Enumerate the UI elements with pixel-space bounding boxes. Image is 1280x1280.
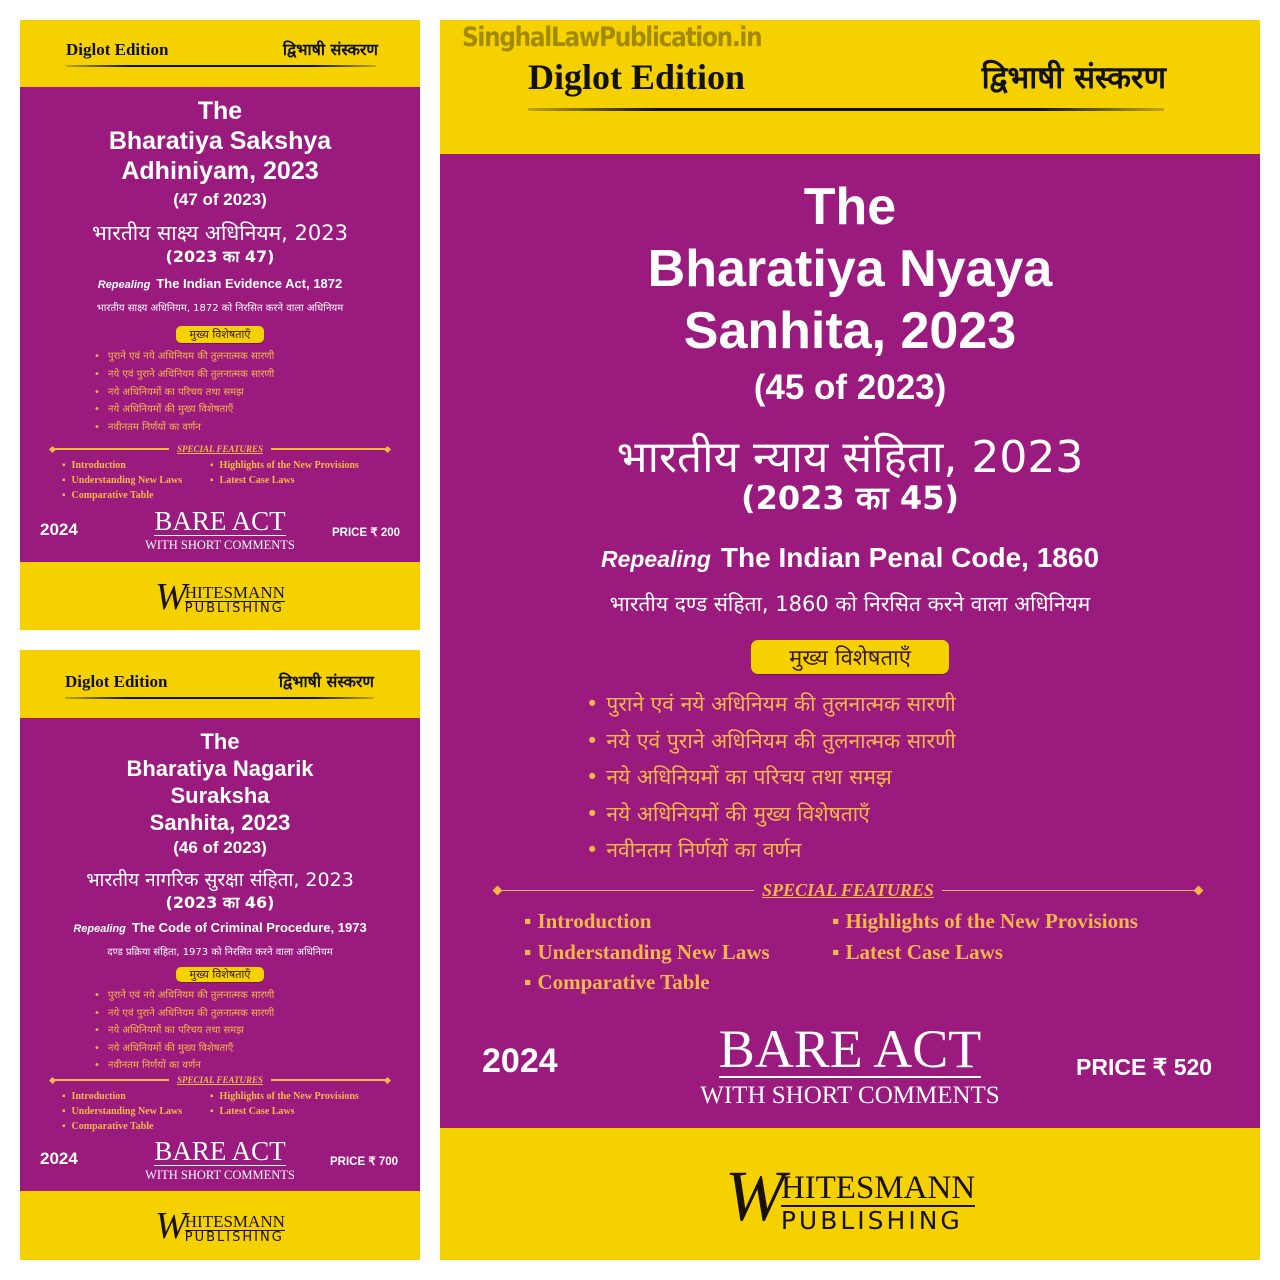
edition-hi: द्विभाषी संस्करण — [282, 40, 378, 59]
special-feature-item: ▪ Latest Case Laws — [210, 473, 410, 488]
edition-year: 2024 — [482, 1042, 558, 1080]
special-feature-item: ▪ Understanding New Laws — [62, 473, 210, 488]
special-features-label: SPECIAL FEATURES — [762, 880, 934, 900]
feature-item: • नये अधिनियमों का परिचय तथा समझ — [94, 384, 274, 402]
special-feature-item: ▪ Highlights of the New Provisions — [210, 458, 410, 473]
features-hindi-label: मुख्य विशेषताएँ — [440, 640, 1260, 674]
feature-item: • नवीनतम निर्णयों का वर्णन — [586, 832, 956, 869]
repealing-line: Repealing The Indian Evidence Act, 1872 — [97, 276, 343, 291]
special-features-divider — [50, 1075, 390, 1085]
feature-item: • नये एवं पुराने अधिनियम की तुलनात्मक सारणी — [94, 1005, 274, 1023]
book-title: The Bharatiya Nagarik Suraksha Sanhita, 2023 — [126, 729, 314, 835]
special-features-divider — [50, 444, 390, 454]
special-features-label: SPECIAL FEATURES — [177, 444, 263, 454]
header-rule — [528, 108, 1164, 111]
act-number-hindi: (2023 का 45) — [741, 479, 959, 517]
feature-item: • नये एवं पुराने अधिनियम की तुलनात्मक सारणी — [586, 723, 956, 760]
special-features-list — [524, 906, 1192, 998]
special-feature-item: ▪ Comparative Table — [524, 967, 832, 998]
feature-item: • नये अधिनियमों की मुख्य विशेषताएँ — [94, 1040, 274, 1058]
special-features-list — [62, 1089, 410, 1134]
special-feature-item: ▪ Understanding New Laws — [524, 937, 832, 968]
special-feature-item: ▪ Latest Case Laws — [210, 1104, 410, 1119]
feature-item: • नवीनतम निर्णयों का वर्णन — [94, 1057, 274, 1075]
special-features-label: SPECIAL FEATURES — [177, 1075, 263, 1085]
header-rule — [66, 65, 376, 67]
feature-item: • पुराने एवं नये अधिनियम की तुलनात्मक सारणी — [586, 686, 956, 723]
act-number: (47 of 2023) — [173, 190, 267, 209]
edition-en: Diglot Edition — [65, 672, 168, 691]
features-hindi-list — [586, 686, 956, 869]
book-title: The Bharatiya Sakshya Adhiniyam, 2023 — [108, 97, 332, 185]
price: PRICE ₹ 700 — [330, 1156, 399, 1168]
feature-item: • पुराने एवं नये अधिनियम की तुलनात्मक सारणी — [94, 348, 274, 366]
special-feature-item: ▪ Highlights of the New Provisions — [832, 906, 1192, 937]
repealing-line: Repealing The Code of Criminal Procedure, 1973 — [73, 920, 367, 935]
special-feature-item: ▪ Comparative Table — [62, 488, 210, 503]
feature-item: • पुराने एवं नये अधिनियम की तुलनात्मक सारणी — [94, 987, 274, 1005]
edition-hi: द्विभाषी संस्करण — [981, 60, 1166, 96]
bare-act-label: BARE ACT WITH SHORT COMMENTS — [700, 1019, 1000, 1109]
act-number-hindi: (2023 का 47) — [165, 247, 275, 266]
price: PRICE ₹ 200 — [332, 527, 401, 539]
edition-en: Diglot Edition — [528, 57, 746, 97]
publisher-logo: W HITESMANN PUBLISHING — [724, 1156, 976, 1236]
book-title: The Bharatiya Nyaya Sanhita, 2023 — [647, 178, 1053, 360]
special-feature-item: ▪ Latest Case Laws — [832, 937, 1192, 968]
features-hindi-list — [94, 987, 274, 1075]
special-features-divider — [494, 880, 1202, 901]
features-hindi-label: मुख्य विशेषताएँ — [20, 965, 420, 983]
book-cover-nagarik-suraksha[interactable] — [20, 650, 420, 1260]
publisher-logo-w: W — [155, 576, 187, 618]
price: PRICE ₹ 520 — [1076, 1054, 1213, 1080]
feature-item: • नये अधिनियमों का परिचय तथा समझ — [94, 1022, 274, 1040]
publisher-logo-w: W — [155, 1205, 187, 1247]
special-feature-item: ▪ Introduction — [62, 458, 210, 473]
title-hindi: भारतीय नागरिक सुरक्षा संहिता, 2023 — [86, 869, 354, 891]
book-cover-sakshya[interactable] — [20, 20, 420, 630]
special-feature-item: ▪ Understanding New Laws — [62, 1104, 210, 1119]
diamond-icon — [384, 445, 391, 452]
book-cover-nyaya-sanhita[interactable] — [440, 20, 1260, 1260]
repealing-line: Repealing The Indian Penal Code, 1860 — [600, 542, 1100, 573]
edition-year: 2024 — [40, 1149, 78, 1168]
special-feature-item: ▪ Highlights of the New Provisions — [210, 1089, 410, 1104]
bare-act-label: BARE ACT WITH SHORT COMMENTS — [145, 1136, 295, 1182]
feature-item: • नये अधिनियमों का परिचय तथा समझ — [586, 759, 956, 796]
features-hindi-label: मुख्य विशेषताएँ — [20, 325, 420, 343]
feature-item: • नये अधिनियमों की मुख्य विशेषताएँ — [586, 796, 956, 833]
feature-item: • नवीनतम निर्णयों का वर्णन — [94, 419, 274, 437]
special-feature-item: ▪ Comparative Table — [62, 1119, 210, 1134]
bare-act-label: BARE ACT WITH SHORT COMMENTS — [145, 506, 295, 552]
title-hindi: भारतीय साक्ष्य अधिनियम, 2023 — [92, 221, 348, 245]
header-rule — [65, 697, 374, 699]
feature-item: • नये एवं पुराने अधिनियम की तुलनात्मक सारणी — [94, 366, 274, 384]
feature-item: • नये अधिनियमों की मुख्य विशेषताएँ — [94, 401, 274, 419]
edition-row — [528, 56, 1166, 98]
publisher-logo-w: W — [724, 1156, 785, 1236]
repealing-hindi: दण्ड प्रक्रिया संहिता, 1973 को निरसित करने वाला अधिनियम — [107, 947, 333, 958]
act-number-hindi: (2023 का 46) — [165, 893, 275, 912]
diamond-icon — [1194, 886, 1204, 896]
edition-row — [65, 670, 374, 692]
repealing-hindi: भारतीय दण्ड संहिता, 1860 को निरसित करने वाला अधिनियम — [609, 592, 1091, 616]
repealing-hindi: भारतीय साक्ष्य अधिनियम, 1872 को निरसित करने वाला अधिनियम — [96, 303, 344, 314]
act-number: (45 of 2023) — [753, 368, 947, 407]
publisher-logo: W HITESMANN PUBLISHING — [155, 576, 285, 618]
diamond-icon — [384, 1076, 391, 1083]
special-feature-item: ▪ Introduction — [62, 1089, 210, 1104]
title-hindi: भारतीय न्याय संहिता, 2023 — [616, 432, 1084, 483]
special-feature-item: ▪ Introduction — [524, 906, 832, 937]
act-number: (46 of 2023) — [173, 838, 267, 857]
publisher-logo: W HITESMANN PUBLISHING — [155, 1205, 285, 1247]
watermark: SinghalLawPublication.in — [462, 22, 762, 53]
special-features-list — [62, 458, 410, 503]
edition-year: 2024 — [40, 520, 78, 539]
edition-en: Diglot Edition — [66, 40, 169, 59]
edition-row — [66, 38, 378, 60]
edition-hi: द्विभाषी संस्करण — [278, 672, 374, 691]
features-hindi-list — [94, 348, 274, 437]
